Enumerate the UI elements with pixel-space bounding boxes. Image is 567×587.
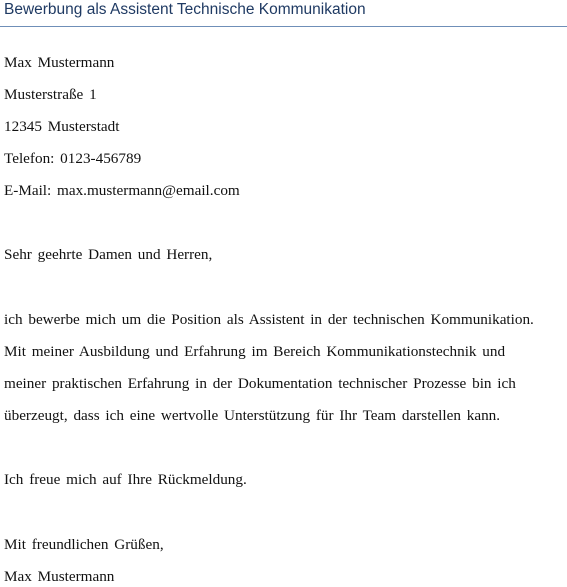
body-line: überzeugt, dass ich eine wertvolle Unterstützung für Ihr Team darstellen kann. <box>4 407 501 424</box>
sender-city: 12345 Musterstadt <box>4 118 120 135</box>
sender-street: Musterstraße 1 <box>4 86 97 103</box>
document-title: Bewerbung als Assistent Technische Kommunikation <box>4 1 366 18</box>
salutation: Sehr geehrte Damen und Herren, <box>4 246 213 263</box>
sender-name: Max Mustermann <box>4 54 115 71</box>
title-divider <box>0 26 567 27</box>
body-line: Mit meiner Ausbildung und Erfahrung im Bereich Kommunikationstechnik und <box>4 343 506 360</box>
closing-sentence: Ich freue mich auf Ihre Rückmeldung. <box>4 471 247 488</box>
sender-phone: Telefon: 0123-456789 <box>4 150 142 167</box>
body-line: meiner praktischen Erfahrung in der Dokumentation technischer Prozesse bin ich <box>4 375 516 392</box>
sender-email: E-Mail: max.mustermann@email.com <box>4 182 240 199</box>
valediction: Mit freundlichen Grüßen, <box>4 536 164 553</box>
body-line: ich bewerbe mich um die Position als Assistent in der technischen Kommunikation. <box>4 311 534 328</box>
signature-name: Max Mustermann <box>4 568 115 585</box>
